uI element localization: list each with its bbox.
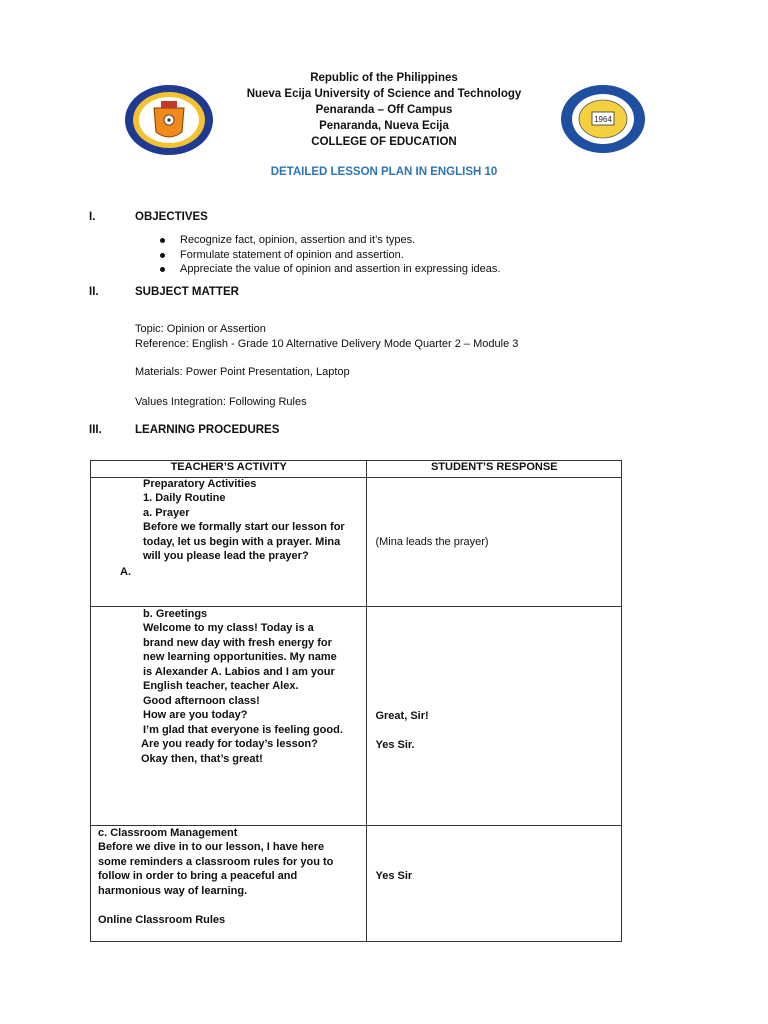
bullet-icon	[160, 267, 165, 272]
teacher-cell: c. Classroom Management Before we dive in to our lesson, I have here some reminders a classroom rules for you to follow in order to bring a peaceful and harmonious way of learning. Online Classroom Rules	[91, 826, 367, 942]
column-header-student: STUDENT’S RESPONSE	[367, 461, 622, 478]
header-college: COLLEGE OF EDUCATION	[311, 136, 457, 148]
objectives-list	[156, 233, 500, 277]
section-number: III.	[89, 424, 102, 436]
document-header	[184, 70, 584, 150]
teacher-cell: Preparatory Activities 1. Daily Routine a. Prayer Before we formally start our lesson for today, let us begin with a prayer. Mina will you please lead the prayer? A.	[91, 478, 367, 607]
section-label: SUBJECT MATTER	[135, 286, 239, 298]
table-header-row	[91, 461, 622, 478]
lesson-table	[90, 460, 622, 942]
section-label: LEARNING PROCEDURES	[135, 424, 280, 436]
list-item: Formulate statement of opinion and assertion.	[156, 248, 500, 263]
table-row	[91, 826, 622, 942]
topic-line: Topic: Opinion or Assertion	[135, 323, 266, 335]
section-number: I.	[89, 211, 96, 223]
values-line: Values Integration: Following Rules	[135, 396, 307, 408]
table-row	[91, 478, 622, 607]
section-number: II.	[89, 286, 99, 298]
page-title: DETAILED LESSON PLAN IN ENGLISH 10	[270, 166, 498, 178]
header-republic: Republic of the Philippines	[310, 72, 458, 84]
bullet-icon	[160, 238, 165, 243]
list-item: Appreciate the value of opinion and assertion in expressing ideas.	[156, 262, 500, 277]
table-row	[91, 607, 622, 826]
column-header-teacher: TEACHER’S ACTIVITY	[91, 461, 367, 478]
seal-year: 1964	[594, 115, 612, 124]
teacher-cell: b. Greetings Welcome to my class! Today is a brand new day with fresh energy for new learning opportunities. My name is Alexander A. Labios and I am your English teacher, teacher Alex. Good afternoon class! How are you today? I’m glad that everyone is feeling good. Are you ready for today’s lesson? Okay then, that’s great!	[91, 607, 367, 826]
student-cell: (Mina leads the prayer)	[367, 478, 622, 607]
student-cell: Great, Sir! Yes Sir.	[367, 607, 622, 826]
section-marker: A.	[120, 566, 131, 578]
section-label: OBJECTIVES	[135, 211, 208, 223]
list-item: Recognize fact, opinion, assertion and it’s types.	[156, 233, 500, 248]
header-university: Nueva Ecija University of Science and Technology	[246, 88, 522, 100]
header-campus: Penaranda – Off Campus	[315, 104, 453, 116]
materials-line: Materials: Power Point Presentation, Laptop	[135, 366, 350, 378]
header-location: Penaranda, Nueva Ecija	[319, 120, 449, 132]
reference-line: Reference: English - Grade 10 Alternative Delivery Mode Quarter 2 – Module 3	[135, 338, 519, 350]
student-cell: Yes Sir	[367, 826, 622, 942]
bullet-icon	[160, 253, 165, 258]
